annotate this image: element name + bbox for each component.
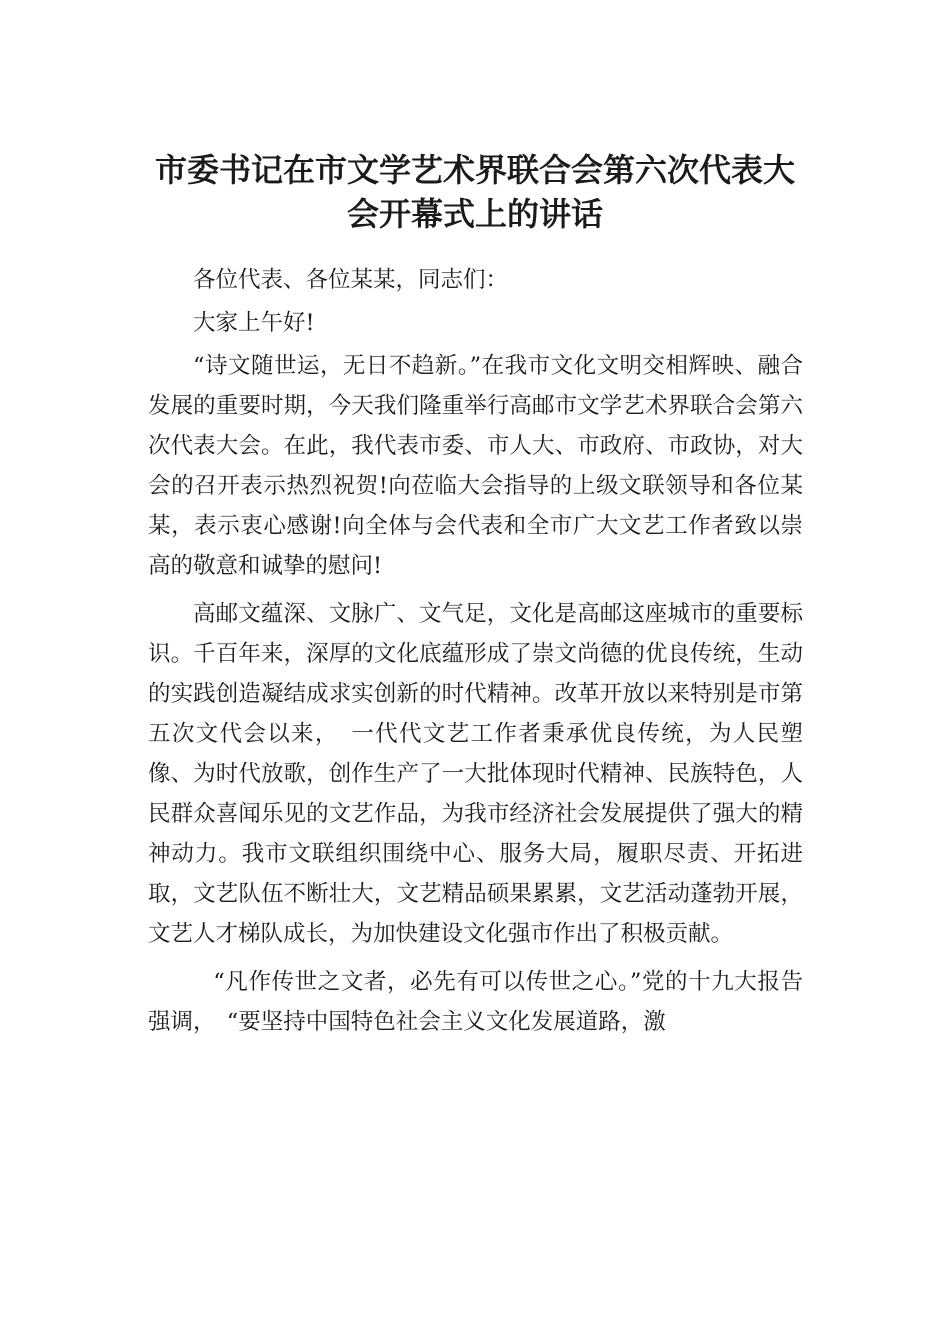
body-paragraph: 高邮文蕴深、文脉广、文气足，文化是高邮这座城市的重要标识。千百年来，深厚的文化底蕴形成了崇文尚德的优良传统，生动的实践创造凝结成求实创新的时代精神。改革开放以来特别是市第五次文代会以来， 一代代文艺工作者秉承优良传统，为人民塑像、为时代放歌，创作生产了一大批体现时代精神、民族特色，人民群众喜闻乐见的文艺作品，为我市经济社会发展提供了强大的精神动力。我市文联组织围绕中心、服务大局，履职尽责、开拓进取，文艺队伍不断壮大，文艺精品硕果累累，文艺活动蓬勃开展，文艺人才梯队成长，为加快建设文化强市作出了积极贡献。 (148, 601, 803, 947)
document-title: 市委书记在市文学艺术界联合会第六次代表大会开幕式上的讲话 (154, 151, 795, 233)
body-paragraph: “凡作传世之文者，必先有可以传世之心。”党的十九大报告强调， “要坚持中国特色社会主义文化发展道路，激 (148, 969, 803, 1035)
greeting-paragraph: 大家上午好! (193, 310, 315, 336)
body-paragraph: “诗文随世运，无日不趋新。”在我市文化文明交相辉映、融合发展的重要时期，今天我们隆重举行高邮市文学艺术界联合会第六次代表大会。在此，我代表市委、市人大、市政府、市政协，对大会的召开表示热烈祝贺!向莅临大会指导的上级文联领导和各位某某，表示衷心感谢!向全体与会代表和全市广大文艺工作者致以崇高的敬意和诚挚的慰问! (148, 353, 803, 579)
document-body (148, 260, 803, 1050)
salutation-paragraph: 各位代表、各位某某，同志们： (193, 267, 509, 293)
